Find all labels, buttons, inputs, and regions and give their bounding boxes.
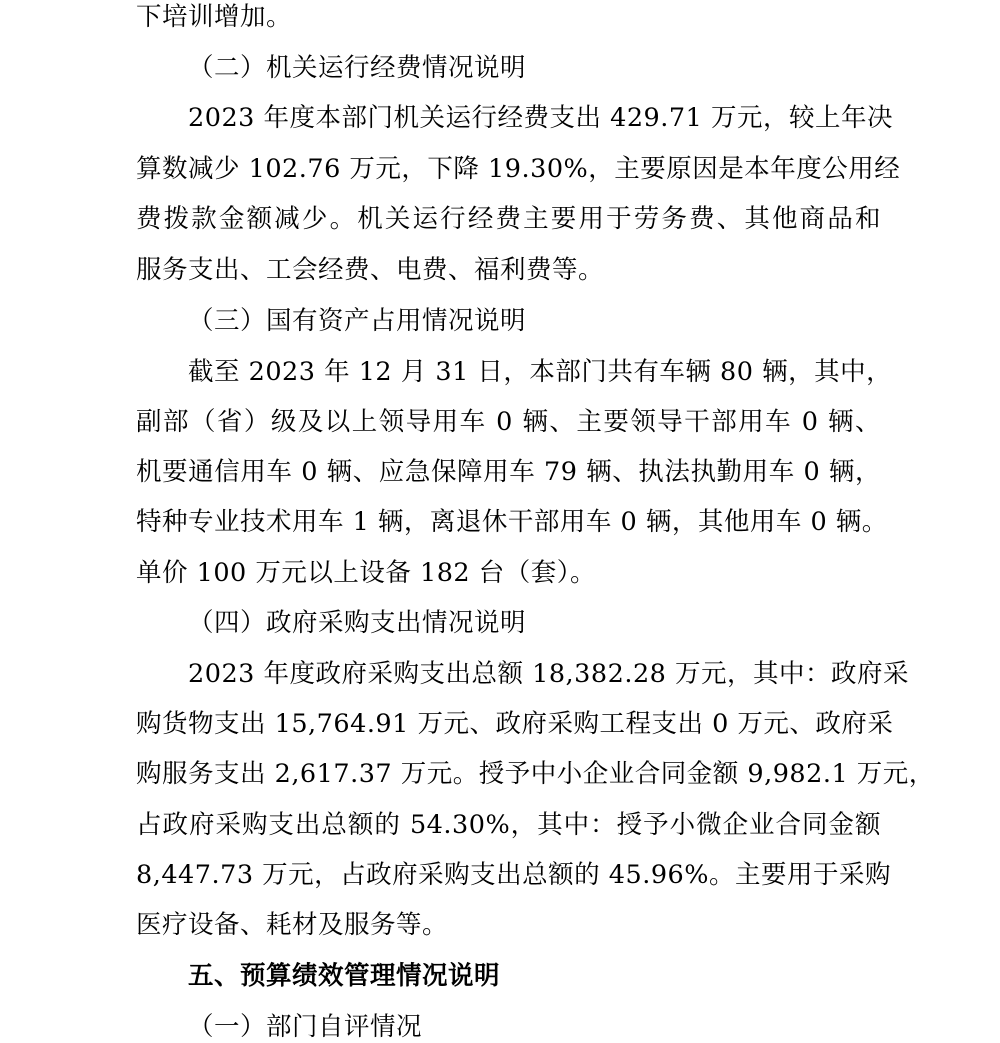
paragraph-tail: 下培训增加。 — [136, 2, 293, 32]
section2-line: 费拨款金额减少。机关运行经费主要用于劳务费、其他商品和 — [136, 204, 881, 234]
section4-line: 8,447.73 万元，占政府采购支出总额的 45.96%。主要用于采购 — [136, 860, 891, 890]
section-heading-3: （三）国有资产占用情况说明 — [188, 306, 527, 336]
section3-line: 截至 2023 年 12 月 31 日，本部门共有车辆 80 辆，其中， — [188, 357, 893, 387]
subsection-heading-5-1: （一）部门自评情况 — [188, 1012, 423, 1042]
section3-line: 单价 100 万元以上设备 182 台（套）。 — [136, 558, 597, 588]
section4-line: 2023 年度政府采购支出总额 18,382.28 万元，其中：政府采 — [188, 659, 909, 689]
section-heading-5: 五、预算绩效管理情况说明 — [188, 961, 501, 991]
section-heading-4: （四）政府采购支出情况说明 — [188, 608, 527, 638]
section2-line: 2023 年度本部门机关运行经费支出 429.71 万元，较上年决 — [188, 103, 893, 133]
section2-line: 算数减少 102.76 万元，下降 19.30%，主要原因是本年度公用经 — [136, 154, 901, 184]
section4-line: 购服务支出 2,617.37 万元。授予中小企业合同金额 9,982.1 万元， — [136, 759, 935, 789]
section-heading-2: （二）机关运行经费情况说明 — [188, 53, 527, 83]
section4-line: 占政府采购支出总额的 54.30%，其中：授予小微企业合同金额 — [136, 810, 881, 840]
section3-line: 特种专业技术用车 1 辆，离退休干部用车 0 辆，其他用车 0 辆。 — [136, 507, 888, 537]
section4-line: 购货物支出 15,764.91 万元、政府采购工程支出 0 万元、政府采 — [136, 709, 894, 739]
section3-line: 副部（省）级及以上领导用车 0 辆、主要领导干部用车 0 辆、 — [136, 407, 881, 437]
section4-line: 医疗设备、耗材及服务等。 — [136, 910, 449, 940]
section3-line: 机要通信用车 0 辆、应急保障用车 79 辆、执法执勤用车 0 辆， — [136, 457, 882, 487]
section2-line: 服务支出、工会经费、电费、福利费等。 — [136, 255, 605, 285]
